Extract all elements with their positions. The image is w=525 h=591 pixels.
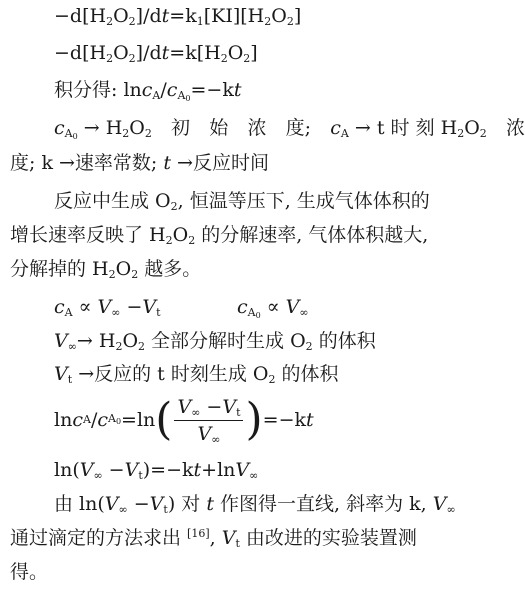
- paragraph-2-line-3: 得。: [10, 561, 49, 583]
- fraction-numerator: $V_\infty -V_t$: [177, 395, 241, 419]
- paragraph-1-line-3: 分解掉的 $H_2O_2$ 越多。: [10, 258, 202, 281]
- v-t-definition: $V_t$ →反应的 t 时刻生成 $O_2$ 的体积: [54, 363, 339, 386]
- v-infinity-definition: $V_\infty\to H_2O_2$ 全部分解时生成 $O_2$ 的体积: [54, 330, 376, 353]
- rate-equation-first-order: $-d[H_2O_2]/dt=k[H_2O_2]$: [54, 42, 258, 65]
- paragraph-2-line-1: 由 $\ln(V_\infty -V_t)$ 对 t 作图得一直线, 斜率为 k, $V_\infty$: [54, 493, 456, 516]
- definition-line-1: $c_{A_0} \to H_2O_2$ 初 始 浓 度; $c_A \to t$ 时 刻 $H_2O_2$ 浓: [54, 117, 525, 141]
- proportionality-relations: $c_A \propto V_\infty -V_t$: [54, 296, 161, 319]
- paragraph-1-line-1: 反应中生成 $O_2$, 恒温等压下, 生成气体体积的: [54, 190, 430, 213]
- paragraph-2-line-2: 通过滴定的方法求出 [16], $V_t$ 由改进的实验装置测: [10, 527, 417, 550]
- fraction-equation: ln c A / c $A_0$ =ln ( $\frac{V_\infty -V_t}{V_\infty}$ ) =−k t: [54, 394, 314, 446]
- definition-line-2: 度; k →速率常数; t →反应时间: [10, 152, 269, 174]
- paragraph-1-line-2: 增长速率反映了 $H_2O_2$ 的分解速率, 气体体积越大,: [10, 224, 429, 247]
- left-paren: (: [155, 394, 173, 445]
- integrated-rate-equation: 积分得: $\ln c_A/c_{A_0}=-kt$: [54, 79, 242, 103]
- fraction-denominator: $V_\infty$: [174, 420, 243, 445]
- citation-reference: [16]: [187, 527, 210, 540]
- rate-equation-ki: $-d[H_2O_2]/dt=k_1[KI][H_2O_2]$: [54, 5, 302, 28]
- fraction: [174, 396, 243, 445]
- proportionality-relation-2: $c_{A_0} \propto V_\infty$: [237, 296, 309, 320]
- linear-equation: $\ln(V_\infty -V_t)=-kt+\ln V_\infty$: [54, 459, 259, 482]
- right-paren: ): [245, 394, 263, 445]
